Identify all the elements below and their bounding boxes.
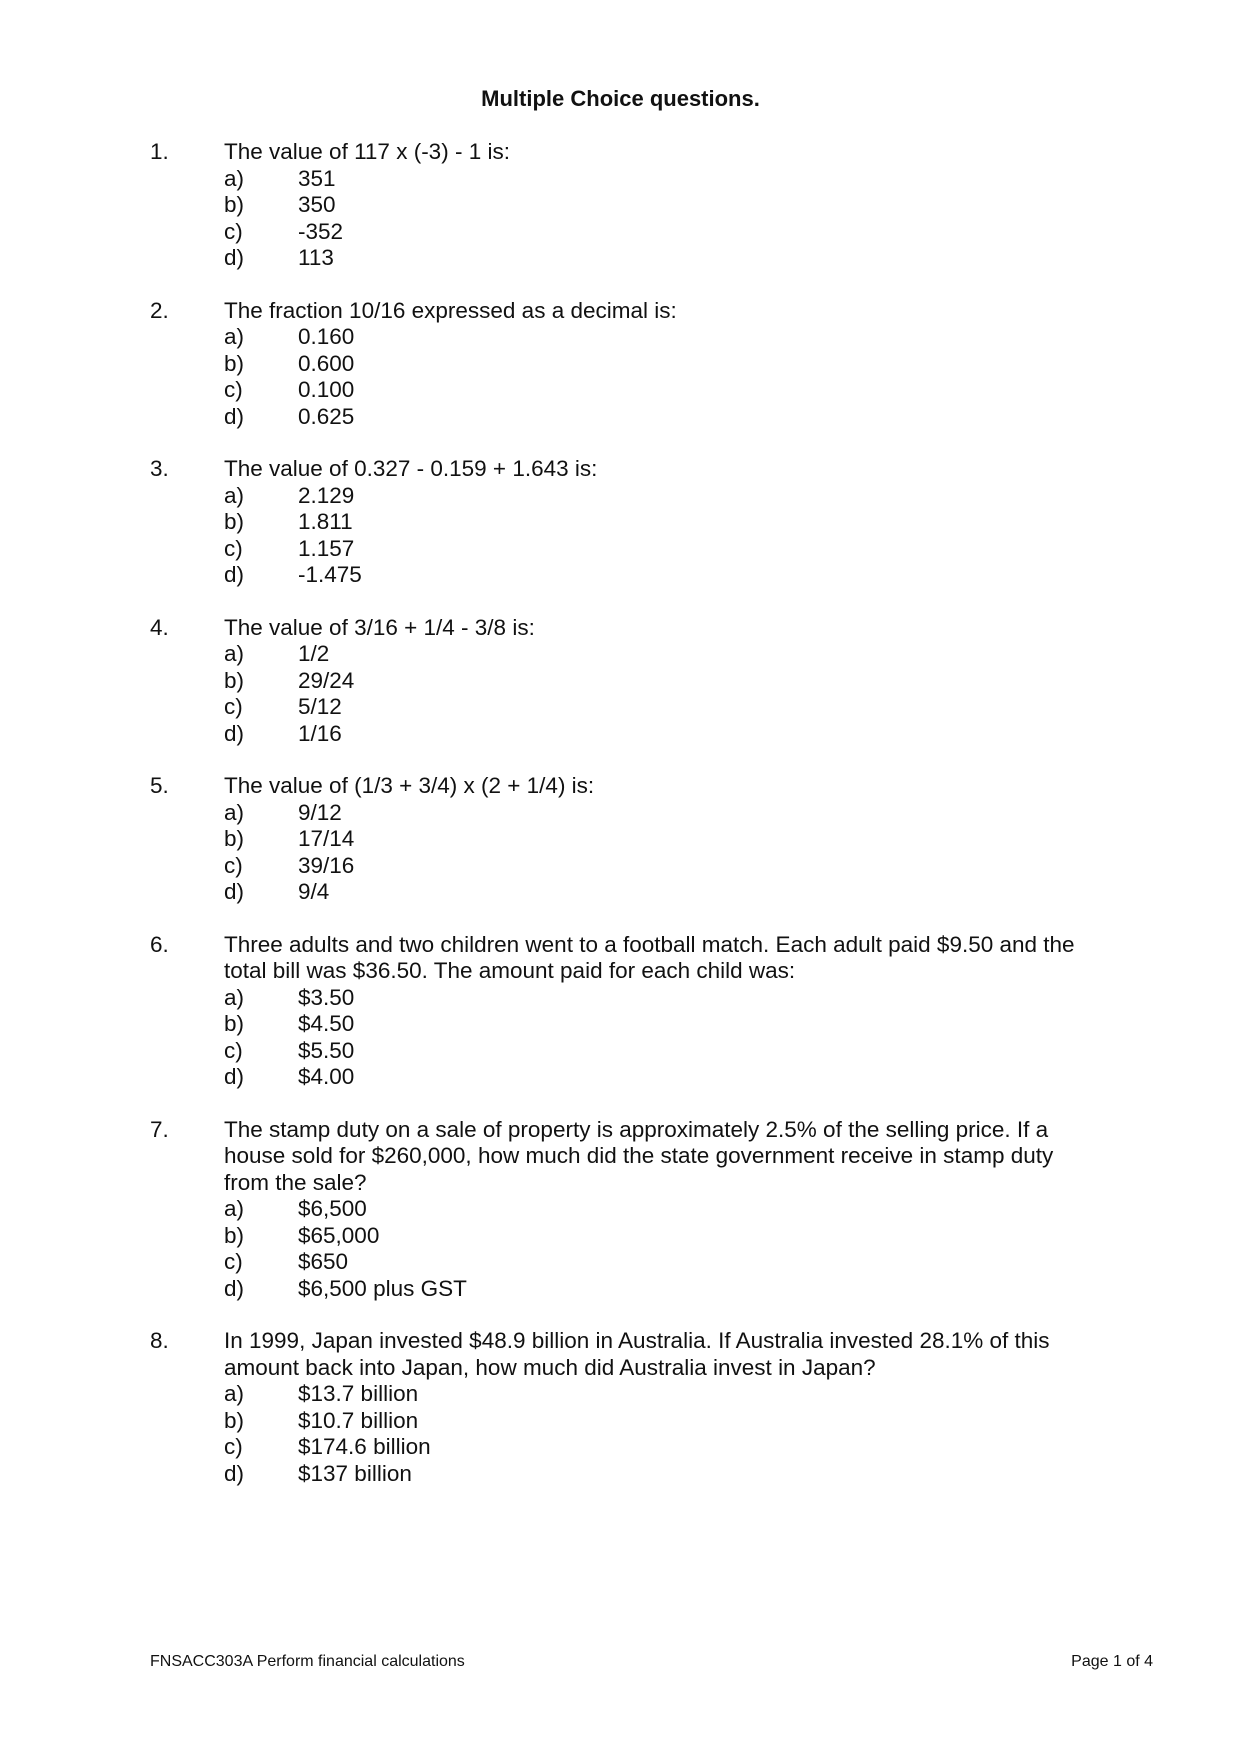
answer-option bbox=[224, 509, 1104, 536]
answer-option bbox=[224, 1249, 1104, 1276]
option-text: $650 bbox=[298, 1249, 349, 1274]
answer-option bbox=[224, 1223, 1104, 1250]
answer-option bbox=[224, 668, 1104, 695]
question-number: 8. bbox=[150, 1328, 169, 1353]
question-item bbox=[150, 456, 1110, 589]
option-letter: d) bbox=[224, 1275, 245, 1301]
option-letter: b) bbox=[224, 509, 245, 534]
answer-option bbox=[224, 721, 1104, 748]
answer-options bbox=[224, 166, 1104, 272]
question-number: 5. bbox=[150, 773, 169, 798]
option-letter: c) bbox=[224, 852, 243, 878]
question-body bbox=[224, 615, 1104, 748]
question-text: The value of 117 x (-3) - 1 is: bbox=[224, 139, 510, 164]
answer-option bbox=[224, 377, 1104, 404]
option-letter: c) bbox=[224, 694, 243, 719]
option-text: 17/14 bbox=[298, 826, 355, 851]
option-text: 1/16 bbox=[298, 720, 342, 746]
question-body bbox=[224, 298, 1104, 431]
answer-option bbox=[224, 404, 1104, 431]
option-letter: b) bbox=[224, 192, 245, 217]
question-text: The stamp duty on a sale of property is approximately 2.5% of the selling price. If a house sold for $260,000, how much did the state government receive in stamp duty from the sale? bbox=[224, 1116, 1054, 1195]
option-letter: b) bbox=[224, 1407, 245, 1433]
option-letter: b) bbox=[224, 1011, 245, 1036]
question-item bbox=[150, 1328, 1110, 1487]
option-letter: d) bbox=[224, 562, 245, 587]
question-item bbox=[150, 139, 1110, 272]
answer-option bbox=[224, 879, 1104, 906]
page-title: Multiple Choice questions. bbox=[481, 86, 760, 111]
option-text: 9/4 bbox=[298, 879, 330, 904]
question-text: The value of 3/16 + 1/4 - 3/8 is: bbox=[224, 614, 535, 640]
answer-option bbox=[224, 1276, 1104, 1303]
question-item bbox=[150, 298, 1110, 431]
answer-option bbox=[224, 641, 1104, 668]
option-text: $13.7 billion bbox=[298, 1381, 419, 1406]
option-letter: d) bbox=[224, 245, 245, 270]
footer-page-number: Page 1 of 4 bbox=[1071, 1653, 1153, 1670]
question-text: The value of 0.327 - 0.159 + 1.643 is: bbox=[224, 456, 598, 481]
answer-options bbox=[224, 985, 1104, 1091]
question-text: The value of (1/3 + 3/4) x (2 + 1/4) is: bbox=[224, 773, 595, 798]
answer-option bbox=[224, 536, 1104, 563]
question-number: 2. bbox=[150, 297, 169, 323]
answer-option bbox=[224, 800, 1104, 827]
option-text: $6,500 bbox=[298, 1196, 367, 1221]
question-text: In 1999, Japan invested $48.9 billion in Australia. If Australia invested 28.1% of this amount back into Japan, how much did Australia invest in Japan? bbox=[224, 1328, 1050, 1380]
answer-option bbox=[224, 562, 1104, 589]
option-text: 0.625 bbox=[298, 403, 355, 429]
option-text: $65,000 bbox=[298, 1222, 380, 1248]
option-text: 9/12 bbox=[298, 799, 342, 825]
option-letter: a) bbox=[224, 165, 245, 191]
option-text: $5.50 bbox=[298, 1037, 355, 1063]
option-text: 0.160 bbox=[298, 324, 355, 349]
option-text: -1.475 bbox=[298, 562, 362, 587]
option-text: $4.50 bbox=[298, 1011, 355, 1036]
question-body bbox=[224, 773, 1104, 906]
option-letter: a) bbox=[224, 482, 245, 508]
question-body bbox=[224, 456, 1104, 589]
option-letter: c) bbox=[224, 218, 243, 244]
answer-option bbox=[224, 1381, 1104, 1408]
question-number: 4. bbox=[150, 614, 169, 640]
answer-options bbox=[224, 324, 1104, 430]
option-text: 1/2 bbox=[298, 641, 330, 666]
question-number: 1. bbox=[150, 139, 169, 164]
option-text: 5/12 bbox=[298, 694, 342, 719]
answer-option bbox=[224, 985, 1104, 1012]
question-item bbox=[150, 932, 1110, 1091]
answer-option bbox=[224, 483, 1104, 510]
option-letter: d) bbox=[224, 720, 245, 746]
option-text: 1.811 bbox=[298, 509, 353, 534]
answer-option bbox=[224, 245, 1104, 272]
option-text: $3.50 bbox=[298, 984, 355, 1010]
answer-option bbox=[224, 1461, 1104, 1488]
option-letter: d) bbox=[224, 403, 245, 429]
question-list bbox=[150, 139, 1110, 1513]
question-item bbox=[150, 615, 1110, 748]
answer-option bbox=[224, 219, 1104, 246]
answer-option bbox=[224, 1196, 1104, 1223]
option-letter: c) bbox=[224, 535, 243, 561]
option-text: $137 billion bbox=[298, 1460, 412, 1486]
question-item bbox=[150, 773, 1110, 906]
option-letter: b) bbox=[224, 350, 245, 376]
answer-options bbox=[224, 641, 1104, 747]
option-text: 1.157 bbox=[298, 535, 355, 561]
option-letter: a) bbox=[224, 641, 245, 666]
footer-course-title: FNSACC303A Perform financial calculations bbox=[150, 1653, 465, 1670]
answer-option bbox=[224, 1011, 1104, 1038]
option-text: 39/16 bbox=[298, 852, 355, 878]
answer-option bbox=[224, 1408, 1104, 1435]
option-letter: b) bbox=[224, 1222, 245, 1248]
answer-option bbox=[224, 826, 1104, 853]
answer-option bbox=[224, 853, 1104, 880]
answer-option bbox=[224, 694, 1104, 721]
option-letter: a) bbox=[224, 984, 245, 1010]
option-letter: c) bbox=[224, 1249, 243, 1274]
option-letter: a) bbox=[224, 799, 245, 825]
option-letter: c) bbox=[224, 1037, 243, 1063]
option-text: 351 bbox=[298, 165, 336, 191]
question-number: 6. bbox=[150, 931, 169, 957]
option-letter: d) bbox=[224, 1460, 245, 1486]
option-letter: b) bbox=[224, 667, 245, 693]
option-letter: a) bbox=[224, 1196, 245, 1221]
option-text: 0.100 bbox=[298, 377, 355, 402]
answer-option bbox=[224, 1038, 1104, 1065]
option-letter: d) bbox=[224, 879, 245, 904]
option-letter: a) bbox=[224, 1381, 245, 1406]
option-text: $6,500 plus GST bbox=[298, 1275, 467, 1301]
answer-option bbox=[224, 166, 1104, 193]
question-number: 7. bbox=[150, 1116, 169, 1142]
option-text: -352 bbox=[298, 218, 344, 244]
answer-option bbox=[224, 1064, 1104, 1091]
question-body bbox=[224, 139, 1104, 272]
question-item bbox=[150, 1117, 1110, 1303]
answer-options bbox=[224, 1381, 1104, 1487]
answer-option bbox=[224, 324, 1104, 351]
question-body bbox=[224, 1328, 1104, 1487]
question-number: 3. bbox=[150, 456, 169, 481]
option-letter: c) bbox=[224, 377, 243, 402]
question-text: The fraction 10/16 expressed as a decimal is: bbox=[224, 297, 677, 323]
option-text: 29/24 bbox=[298, 667, 355, 693]
option-text: 113 bbox=[298, 245, 334, 270]
option-text: $174.6 billion bbox=[298, 1434, 431, 1459]
option-text: 0.600 bbox=[298, 350, 355, 376]
option-text: 2.129 bbox=[298, 482, 355, 508]
option-letter: d) bbox=[224, 1064, 245, 1089]
option-text: 350 bbox=[298, 192, 336, 217]
option-text: $10.7 billion bbox=[298, 1407, 419, 1433]
option-letter: a) bbox=[224, 324, 245, 349]
option-letter: c) bbox=[224, 1434, 243, 1459]
answer-options bbox=[224, 483, 1104, 589]
answer-option bbox=[224, 351, 1104, 378]
question-body bbox=[224, 1117, 1104, 1303]
option-text: $4.00 bbox=[298, 1064, 355, 1089]
question-text: Three adults and two children went to a football match. Each adult paid $9.50 and the total bill was $36.50. The amount paid for each child was: bbox=[224, 931, 1075, 983]
answer-option bbox=[224, 1434, 1104, 1461]
answer-options bbox=[224, 1196, 1104, 1302]
question-body bbox=[224, 932, 1104, 1091]
option-letter: b) bbox=[224, 826, 245, 851]
answer-options bbox=[224, 800, 1104, 906]
answer-option bbox=[224, 192, 1104, 219]
